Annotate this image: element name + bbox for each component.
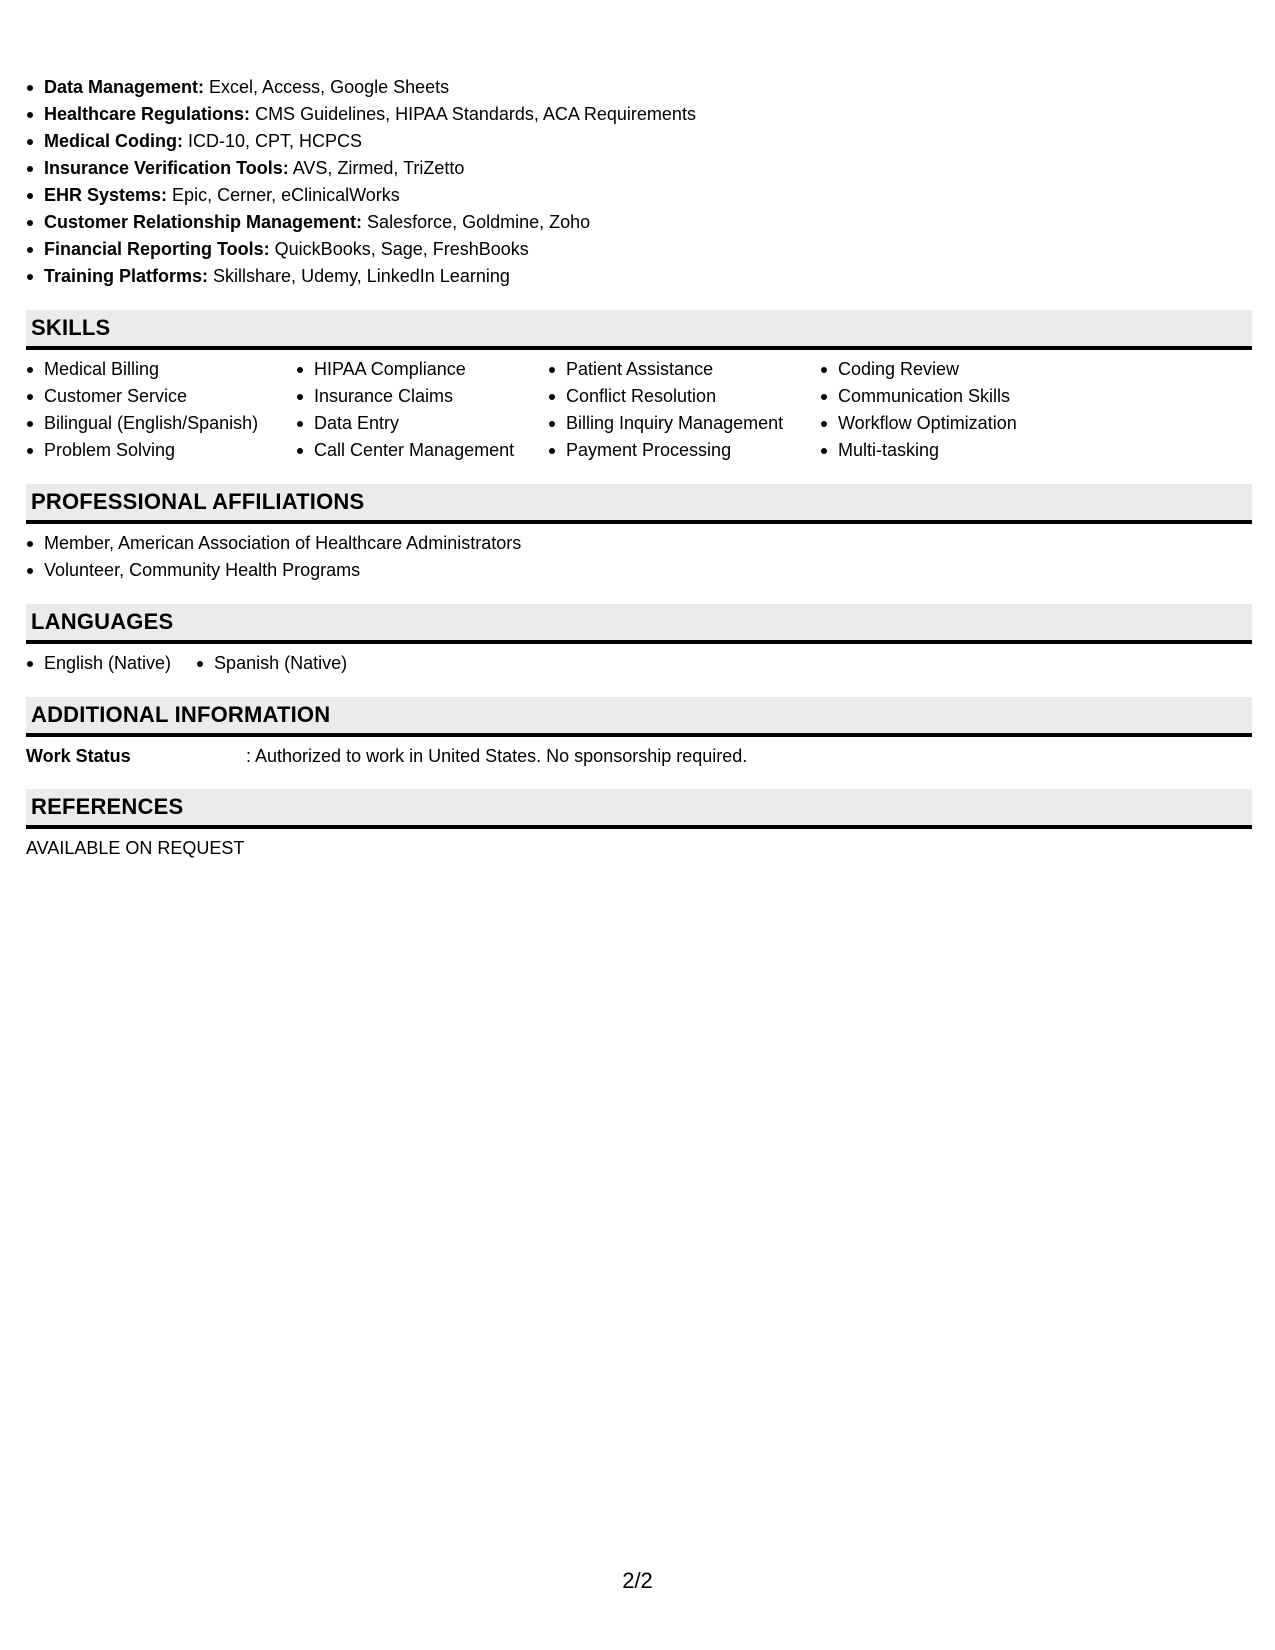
skill-item: Payment Processing <box>548 437 820 464</box>
skills-column <box>820 356 1120 464</box>
work-status-row <box>26 743 1252 769</box>
languages-section-header <box>26 604 1252 644</box>
skill-item: Problem Solving <box>26 437 296 464</box>
tools-list-item <box>26 74 1252 101</box>
skill-item: Data Entry <box>296 410 548 437</box>
skills-column <box>548 356 820 464</box>
tool-category-label: Customer Relationship Management: <box>44 212 363 232</box>
language-item: Spanish (Native) <box>196 650 347 677</box>
section-title: SKILLS <box>31 315 111 340</box>
tool-category-value: Excel, Access, Google Sheets <box>204 77 450 97</box>
tools-list-item <box>26 263 1252 290</box>
affiliation-item: Member, American Association of Healthcare Administrators <box>26 530 1252 557</box>
affiliations-section-header <box>26 484 1252 524</box>
tool-category-label: Training Platforms: <box>44 266 209 286</box>
tool-category-label: Financial Reporting Tools: <box>44 239 270 259</box>
language-item: English (Native) <box>26 650 171 677</box>
skill-item: Call Center Management <box>296 437 548 464</box>
references-text: AVAILABLE ON REQUEST <box>26 838 245 858</box>
section-title: PROFESSIONAL AFFILIATIONS <box>31 489 365 514</box>
additional-info-section-header <box>26 697 1252 737</box>
work-status-value: : Authorized to work in United States. No sponsorship required. <box>246 746 748 766</box>
tool-category-value: Epic, Cerner, eClinicalWorks <box>167 185 400 205</box>
tool-category-label: EHR Systems: <box>44 185 168 205</box>
skills-grid <box>26 356 1252 464</box>
affiliations-list <box>26 530 1252 584</box>
skill-item: Patient Assistance <box>548 356 820 383</box>
page-number: 2/2 <box>622 1568 653 1593</box>
languages-list <box>26 650 1252 677</box>
skills-column <box>26 356 296 464</box>
tool-category-value: AVS, Zirmed, TriZetto <box>288 158 465 178</box>
tools-list-item <box>26 236 1252 263</box>
skill-item: Insurance Claims <box>296 383 548 410</box>
tool-category-label: Medical Coding: <box>44 131 183 151</box>
tools-list-item <box>26 101 1252 128</box>
skill-item: Medical Billing <box>26 356 296 383</box>
tool-category-label: Healthcare Regulations: <box>44 104 251 124</box>
skill-item: Coding Review <box>820 356 1120 383</box>
skill-item: Multi-tasking <box>820 437 1120 464</box>
tools-list <box>26 74 1252 290</box>
skill-item: Communication Skills <box>820 383 1120 410</box>
tool-category-value: Salesforce, Goldmine, Zoho <box>362 212 591 232</box>
tools-list-item <box>26 209 1252 236</box>
skill-item: Customer Service <box>26 383 296 410</box>
tools-list-item <box>26 182 1252 209</box>
references-section-header <box>26 789 1252 829</box>
section-title: LANGUAGES <box>31 609 174 634</box>
skills-column <box>296 356 548 464</box>
tool-category-value: CMS Guidelines, HIPAA Standards, ACA Requirements <box>250 104 696 124</box>
skill-item: Billing Inquiry Management <box>548 410 820 437</box>
tools-list-item <box>26 128 1252 155</box>
section-title: ADDITIONAL INFORMATION <box>31 702 331 727</box>
section-title: REFERENCES <box>31 794 184 819</box>
tool-category-value: ICD-10, CPT, HCPCS <box>183 131 363 151</box>
work-status-label: Work Status <box>26 746 131 766</box>
resume-page <box>26 74 1252 861</box>
tool-category-value: QuickBooks, Sage, FreshBooks <box>269 239 529 259</box>
tool-category-label: Insurance Verification Tools: <box>44 158 289 178</box>
skill-item: HIPAA Compliance <box>296 356 548 383</box>
tool-category-label: Data Management: <box>44 77 205 97</box>
tool-category-value: Skillshare, Udemy, LinkedIn Learning <box>208 266 510 286</box>
tools-list-item <box>26 155 1252 182</box>
skill-item: Conflict Resolution <box>548 383 820 410</box>
skill-item: Bilingual (English/Spanish) <box>26 410 296 437</box>
skill-item: Workflow Optimization <box>820 410 1120 437</box>
skills-section-header <box>26 310 1252 350</box>
affiliation-item: Volunteer, Community Health Programs <box>26 557 1252 584</box>
